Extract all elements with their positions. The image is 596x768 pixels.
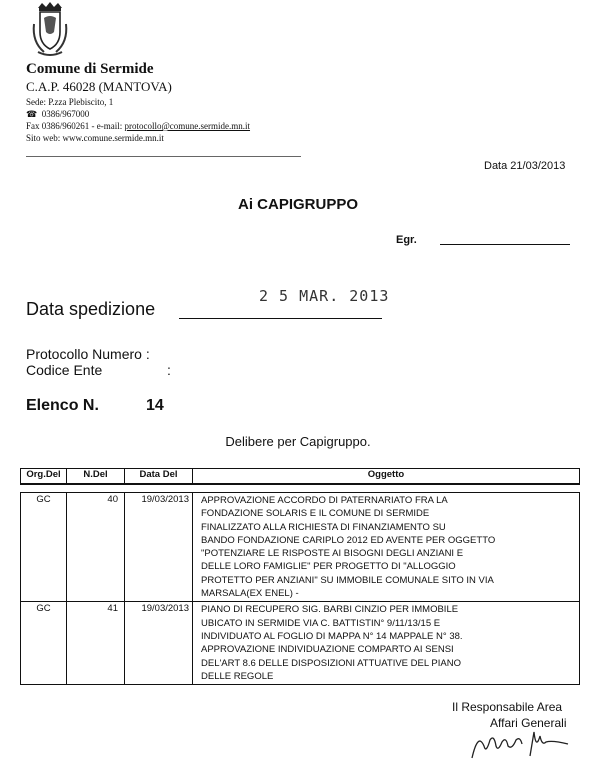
cell-oggetto (193, 493, 580, 602)
codice-ente-colon: : (167, 362, 171, 378)
date-stamp: 2 5 MAR. 2013 (259, 287, 390, 305)
data-spedizione-line (179, 318, 382, 319)
protocollo-label: Protocollo Numero : (26, 346, 150, 362)
oggetto-line: PROTETTO PER ANZIANI" SU IMMOBILE COMUNALE SITO IN VIA (201, 574, 494, 586)
col-org-del: Org.Del (21, 469, 67, 485)
table-row (21, 602, 580, 685)
data-spedizione-label: Data spedizione (26, 299, 156, 319)
col-data-del: Data Del (125, 469, 193, 485)
elenco-label: Elenco N. (26, 397, 99, 414)
comune-crest-icon (30, 2, 70, 60)
document-date: Data 21/03/2013 (484, 160, 566, 172)
cell-org: GC (21, 493, 67, 602)
oggetto-line: FINALIZZATO ALLA RICHIESTA DI FINANZIAMENTO SU (201, 521, 446, 533)
elenco-number: 14 (146, 397, 164, 414)
signature-icon (468, 726, 578, 762)
sede-address: Sede: P.zza Plebiscito, 1 (26, 97, 114, 107)
telefono-number: 0386/967000 (41, 109, 90, 119)
cell-date: 19/03/2013 (125, 493, 193, 602)
header-divider (26, 156, 301, 157)
oggetto-line: FONDAZIONE SOLARIS E IL COMUNE DI SERMIDE (201, 508, 430, 520)
col-n-del: N.Del (67, 469, 125, 485)
oggetto-line: DEL'ART 8.6 DELLE DISPOSIZIONI ATTUATIVE DEL PIANO (201, 657, 461, 669)
oggetto-line: APPROVAZIONE INDIVIDUAZIONE COMPARTO AI SENSI (201, 644, 454, 656)
cell-num: 41 (67, 602, 125, 685)
telefono-line (26, 109, 89, 120)
delibere-table-header (20, 468, 580, 485)
oggetto-line: PIANO DI RECUPERO SIG. BARBI CINZIO PER IMMOBILE (201, 604, 459, 616)
oggetto-line: INDIVIDUATO AL FOGLIO DI MAPPA N° 14 MAPPALE N° 38. (201, 630, 463, 642)
oggetto-line: DELLE REGOLE (201, 670, 274, 682)
page-title: Ai CAPIGRUPPO (237, 196, 358, 213)
fax-email-line (26, 121, 250, 131)
table-row (21, 493, 580, 602)
fax-text: Fax 0386/960261 - e-mail: (26, 121, 125, 131)
egr-label: Egr. (396, 234, 417, 246)
egr-blank-line (440, 244, 570, 245)
oggetto-line: APPROVAZIONE ACCORDO DI PATERNARIATO FRA LA (201, 495, 448, 506)
comune-name: Comune di Sermide (26, 61, 154, 77)
delibere-subtitle: Delibere per Capigruppo. (225, 434, 371, 449)
codice-ente-label: Codice Ente (26, 362, 103, 378)
oggetto-line: BANDO FONDAZIONE CARIPLO 2012 ED AVENTE PER OGGETTO (201, 534, 496, 546)
cell-oggetto (193, 602, 580, 685)
oggetto-line: MARSALA(EX ENEL) - (201, 588, 299, 600)
col-oggetto: Oggetto (193, 469, 580, 485)
delibere-table (20, 492, 580, 685)
sito-web: Sito web: www.comune.sermide.mn.it (26, 133, 164, 143)
cell-num: 40 (67, 493, 125, 602)
oggetto-line: DELLE LORO FAMIGLIE" PER PROGETTO DI "ALLOGGIO (201, 561, 456, 573)
cell-org: GC (21, 602, 67, 685)
cell-date: 19/03/2013 (125, 602, 193, 685)
oggetto-line: UBICATO IN SERMIDE VIA C. BATTISTIN° 9/11/13/15 E (201, 617, 441, 629)
cap-address: C.A.P. 46028 (MANTOVA) (26, 79, 172, 94)
affari-generali: Affari Generali (490, 716, 567, 730)
oggetto-line: "POTENZIARE LE RISPOSTE AI BISOGNI DEGLI ANZIANI E (201, 548, 464, 560)
email-link[interactable]: protocollo@comune.sermide.mn.it (124, 121, 251, 131)
responsabile-area: Il Responsabile Area (452, 700, 563, 714)
phone-icon: ☎ (26, 109, 38, 119)
